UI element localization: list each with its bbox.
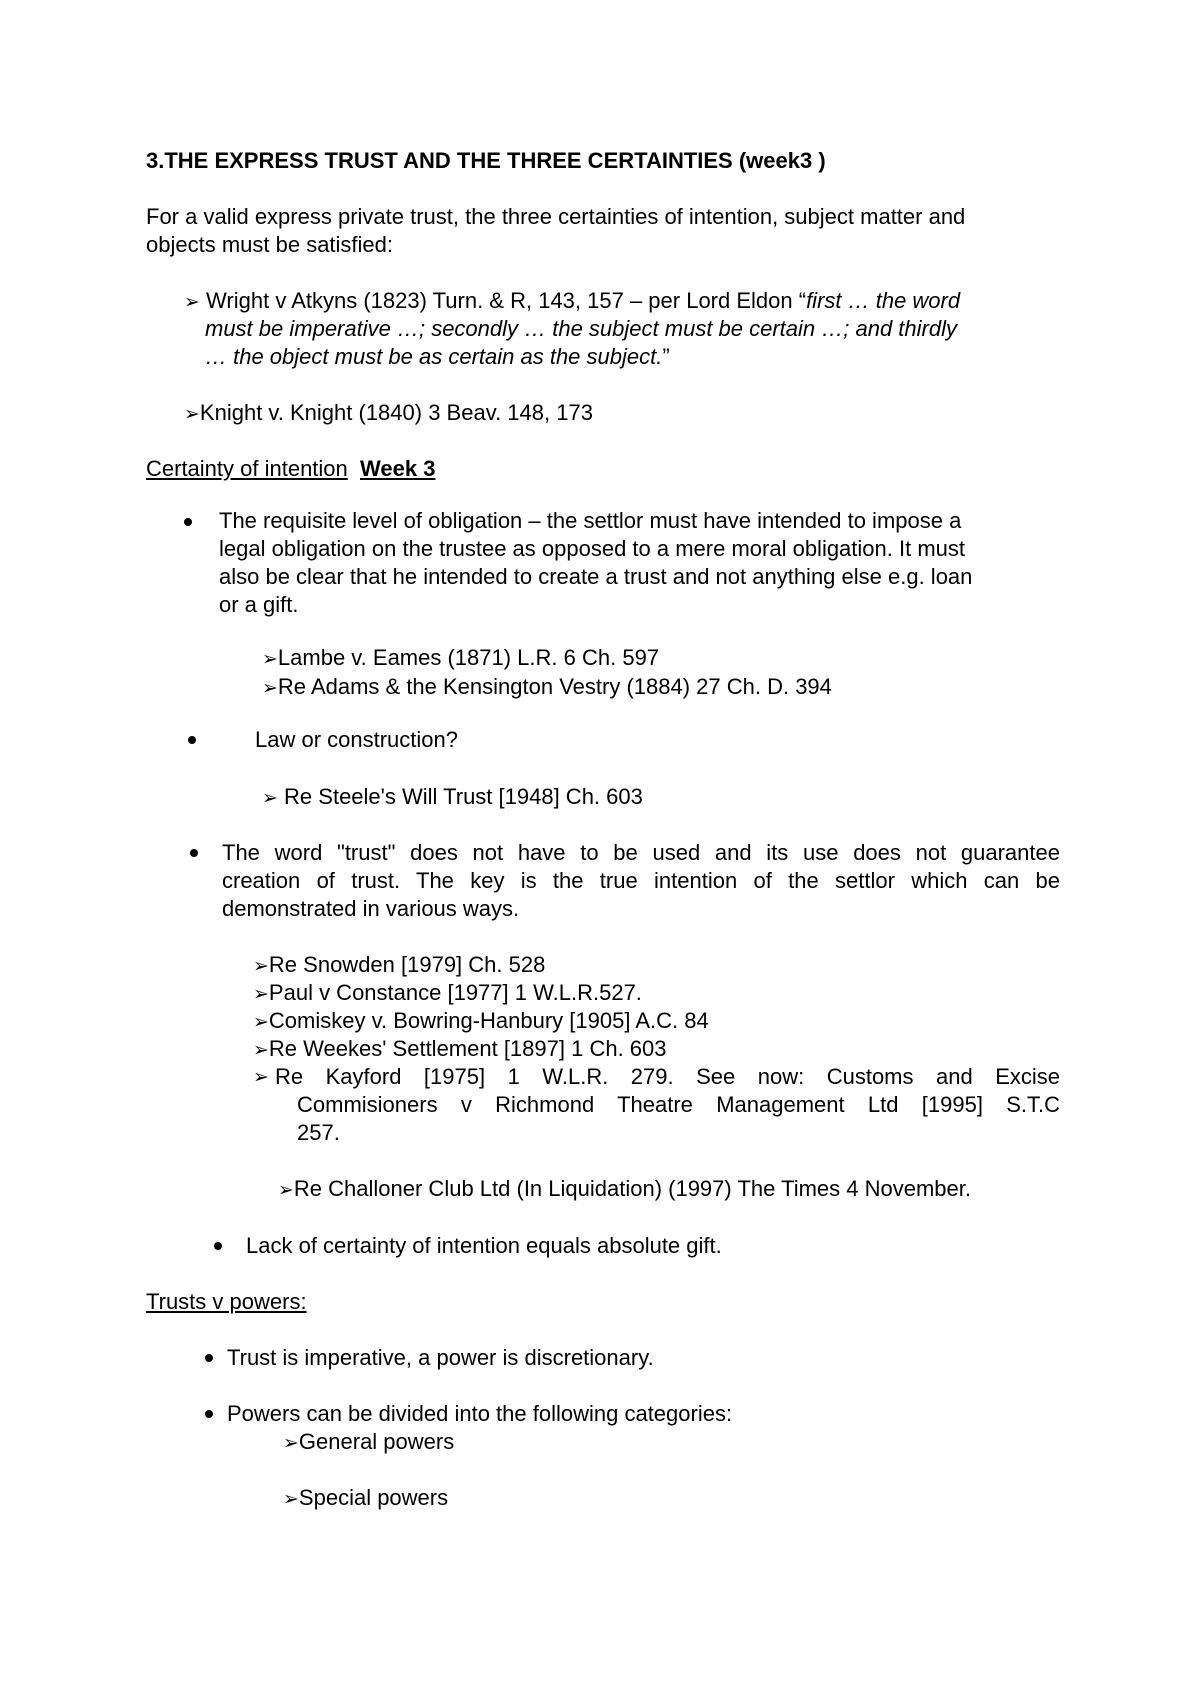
bullet-law: Law or construction?	[255, 727, 458, 752]
case-knight-text: Knight v. Knight (1840) 3 Beav. 148, 173	[199, 400, 593, 425]
case-wright-close-quote: ”	[662, 344, 670, 369]
bullet-icon	[184, 518, 192, 526]
case-weekes: ➢Re Weekes' Settlement [1897] 1 Ch. 603	[253, 1036, 667, 1061]
section-intention-week: Week 3	[360, 456, 436, 481]
case-challoner: ➢Re Challoner Club Ltd (In Liquidation) (1997) The Times 4 November.	[278, 1176, 971, 1201]
bullet-word-line-1: The word "trust" does not have to be used and its use does not guarantee	[222, 840, 1060, 865]
arrow-bullet-icon: ➢	[253, 1011, 269, 1033]
section-intention-label: Certainty of intention	[146, 456, 348, 481]
page-title: 3.THE EXPRESS TRUST AND THE THREE CERTAINTIES (week3 )	[146, 148, 826, 173]
case-adams: ➢Re Adams & the Kensington Vestry (1884) 27 Ch. D. 394	[262, 674, 832, 699]
power-type-general: ➢General powers	[283, 1429, 455, 1454]
power-type-special: ➢Special powers	[283, 1485, 449, 1510]
bullet-word-line-3: demonstrated in various ways.	[222, 896, 520, 921]
bullet-word-line-2: creation of trust. The key is the true intention of the settlor which can be	[222, 868, 1060, 893]
case-comiskey: ➢Comiskey v. Bowring-Hanbury [1905] A.C. 84	[253, 1008, 709, 1033]
arrow-bullet-icon: ➢	[283, 1488, 299, 1510]
arrow-bullet-icon: ➢	[253, 955, 269, 977]
arrow-bullet-icon: ➢	[253, 983, 269, 1005]
bullet-icon	[190, 849, 198, 857]
arrow-bullet-icon: ➢	[253, 1066, 269, 1088]
case-lambe: ➢Lambe v. Eames (1871) L.R. 6 Ch. 597	[262, 645, 660, 670]
bullet-icon	[205, 1354, 213, 1362]
arrow-bullet-icon: ➢	[262, 677, 278, 699]
bullet-imperative: Trust is imperative, a power is discretionary.	[227, 1345, 654, 1370]
arrow-bullet-icon: ➢	[283, 1432, 299, 1454]
case-wright-citation: Wright v Atkyns (1823) Turn. & R, 143, 157 – per Lord Eldon “	[206, 288, 807, 313]
arrow-bullet-icon: ➢	[253, 1039, 269, 1061]
bullet-obligation-line-1: The requisite level of obligation – the settlor must have intended to impose a	[219, 508, 962, 533]
intro-line-2: objects must be satisfied:	[146, 232, 394, 257]
case-paul: ➢Paul v Constance [1977] 1 W.L.R.527.	[253, 980, 642, 1005]
case-wright-line-3	[205, 344, 670, 370]
case-steele: ➢ Re Steele's Will Trust [1948] Ch. 603	[262, 784, 643, 809]
arrow-bullet-icon: ➢	[184, 403, 200, 425]
section-heading-powers: Trusts v powers:	[146, 1289, 307, 1314]
arrow-bullet-icon: ➢	[262, 787, 278, 809]
case-kayford-line-1: Re Kayford [1975] 1 W.L.R. 279. See now: Customs and Excise	[275, 1064, 1060, 1089]
case-snowden: ➢Re Snowden [1979] Ch. 528	[253, 952, 546, 977]
bullet-icon	[188, 736, 196, 744]
case-wright-line-1	[184, 288, 960, 315]
arrow-bullet-icon: ➢	[278, 1179, 294, 1201]
bullet-obligation-line-2: legal obligation on the trustee as opposed to a mere moral obligation. It must	[219, 536, 966, 561]
bullet-lack: Lack of certainty of intention equals absolute gift.	[246, 1233, 722, 1258]
case-wright-quote-start: first … the word	[806, 288, 961, 313]
bullet-icon	[214, 1242, 222, 1250]
section-heading-intention	[146, 456, 435, 482]
intro-line-1: For a valid express private trust, the three certainties of intention, subject matter and	[146, 204, 966, 229]
bullet-obligation-line-3: also be clear that he intended to create a trust and not anything else e.g. loan	[219, 564, 973, 589]
case-wright-quote-end: … the object must be as certain as the subject.	[205, 344, 663, 369]
bullet-powers: Powers can be divided into the following categories:	[227, 1401, 733, 1426]
case-wright-line-2: must be imperative …; secondly … the subject must be certain …; and thirdly	[205, 316, 957, 341]
case-kayford-line-3: 257.	[297, 1120, 340, 1145]
bullet-obligation-line-4: or a gift.	[219, 592, 299, 617]
case-knight	[184, 400, 593, 427]
case-kayford-line-2: Commisioners v Richmond Theatre Management Ltd [1995] S.T.C	[297, 1092, 1060, 1117]
bullet-icon	[205, 1410, 213, 1418]
arrow-bullet-icon: ➢	[262, 648, 278, 670]
arrow-bullet-icon: ➢	[184, 291, 200, 313]
